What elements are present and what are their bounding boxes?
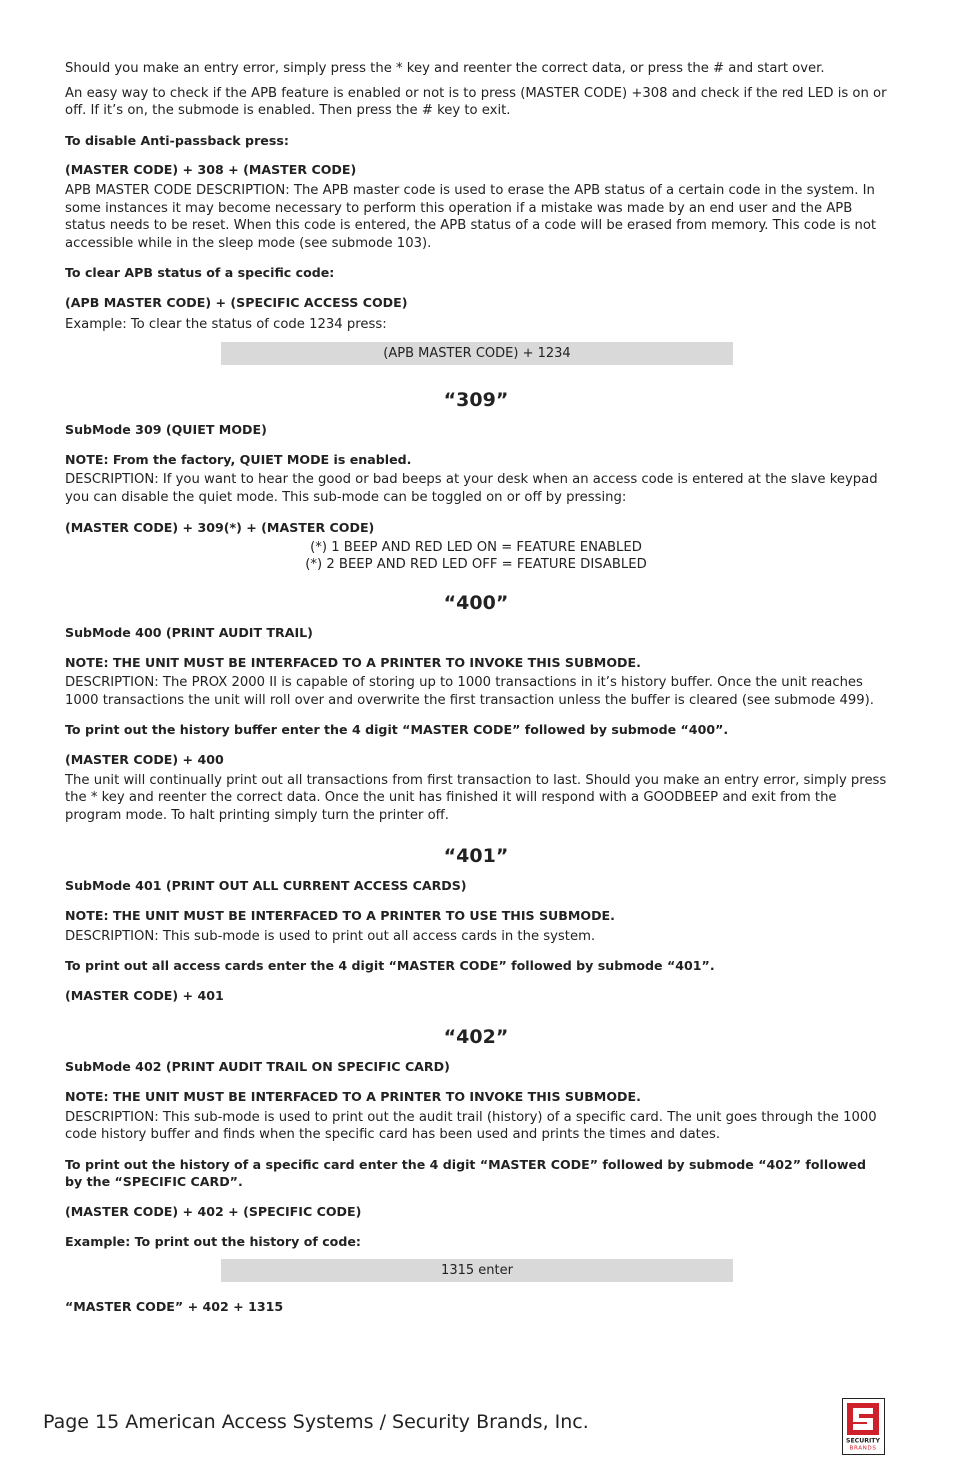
example-box-1315: 1315 enter <box>221 1259 733 1282</box>
submode-400-detail: The unit will continually print out all transactions from first transaction to last. Should you make an entry error, simply press the * key and reenter the correct data. Once the unit has finished it will respond with a GOODBEEP and exit from the program mode. To halt printing simply turn the printer off. <box>65 772 887 823</box>
page-footer: Page 15 American Access Systems / Security Brands, Inc. <box>43 1411 589 1433</box>
submode-309-command: (MASTER CODE) + 309(*) + (MASTER CODE) <box>65 519 375 535</box>
submode-400-description: DESCRIPTION: The PROX 2000 II is capable of storing up to 1000 transactions in it’s history buffer. Once the unit reaches 1000 transactions the unit will roll over and overwrite the first transaction unless the buffer is cleared (see submode 499). <box>65 675 874 708</box>
heading-disable-apb: To disable Anti-passback press: <box>65 132 289 148</box>
document-body <box>65 60 887 1316</box>
submode-402-instruction: To print out the history of a specific card enter the 4 digit “MASTER CODE” followed by submode “402” followed by the “SPECIFIC CARD”. <box>65 1156 867 1190</box>
submode-400-title: SubMode 400 (PRINT AUDIT TRAIL) <box>65 625 313 641</box>
paragraph-apb-master-description: APB MASTER CODE DESCRIPTION: The APB master code is used to erase the APB status of a certain code in the system. In some instances it may become necessary to perform this operation if a mistake was made by an end user and the APB status needs to be reset. When this code is entered, the APB status of a code will be erased from memory. This code is not accessible while in the sleep mode (see submode 103). <box>65 182 877 251</box>
section-title-402: “402” <box>443 1026 509 1049</box>
paragraph-entry-error: Should you make an entry error, simply press the * key and reenter the correct data, or press the # and start over. <box>65 61 825 76</box>
submode-400-note: NOTE: THE UNIT MUST BE INTERFACED TO A PRINTER TO INVOKE THIS SUBMODE. <box>65 654 641 670</box>
paragraph-apb-check: An easy way to check if the APB feature is enabled or not is to press (MASTER CODE) +308 and check if the red LED is on or off. If it’s on, the submode is enabled. Then press the # key to exit. <box>65 85 887 119</box>
submode-401-instruction: To print out all access cards enter the 4 digit “MASTER CODE” followed by submode “401”. <box>65 958 715 974</box>
example-box-apb: (APB MASTER CODE) + 1234 <box>221 342 733 365</box>
submode-400-instruction: To print out the history buffer enter the 4 digit “MASTER CODE” followed by submode “400”. <box>65 722 729 738</box>
submode-402-note: NOTE: THE UNIT MUST BE INTERFACED TO A PRINTER TO INVOKE THIS SUBMODE. <box>65 1089 641 1104</box>
submode-401-note: NOTE: THE UNIT MUST BE INTERFACED TO A PRINTER TO USE THIS SUBMODE. <box>65 908 615 924</box>
section-title-309: “309” <box>443 389 509 412</box>
submode-402-title: SubMode 402 (PRINT AUDIT TRAIL ON SPECIFIC CARD) <box>65 1059 450 1075</box>
section-title-400: “400” <box>443 592 509 615</box>
submode-400-command: (MASTER CODE) + 400 <box>65 752 224 768</box>
submode-401-description: DESCRIPTION: This sub-mode is used to print out all access cards in the system. <box>65 928 596 944</box>
section-title-401: “401” <box>443 845 509 868</box>
submode-402-command: (MASTER CODE) + 402 + (SPECIFIC CODE) <box>65 1203 362 1219</box>
command-clear-apb: (APB MASTER CODE) + (SPECIFIC ACCESS CODE) <box>65 294 408 310</box>
logo-text-security: SECURITY <box>845 1437 881 1445</box>
submode-309-note: NOTE: From the factory, QUIET MODE is enabled. <box>65 451 412 467</box>
heading-clear-apb: To clear APB status of a specific code: <box>65 265 335 281</box>
submode-309-description: DESCRIPTION: If you want to hear the good or bad beeps at your desk when an access code is entered at the slave keypad you can disable the quiet mode. This sub-mode can be toggled on or off by pressing: <box>65 472 878 505</box>
paragraph-clear-example: Example: To clear the status of code 1234 press: <box>65 316 387 332</box>
submode-309-enabled-line: (*) 1 BEEP AND RED LED ON = FEATURE ENABLED <box>310 540 642 556</box>
submode-309-title: SubMode 309 (QUIET MODE) <box>65 422 267 438</box>
submode-402-example-command: “MASTER CODE” + 402 + 1315 <box>65 1299 284 1315</box>
security-brands-logo-icon <box>842 1398 885 1455</box>
submode-402-example-label: Example: To print out the history of code: <box>65 1233 361 1249</box>
logo-text-brands: BRANDS <box>849 1445 877 1452</box>
command-disable-apb: (MASTER CODE) + 308 + (MASTER CODE) <box>65 162 357 178</box>
submode-401-title: SubMode 401 (PRINT OUT ALL CURRENT ACCESS CARDS) <box>65 878 467 894</box>
submode-401-command: (MASTER CODE) + 401 <box>65 987 224 1003</box>
submode-402-description: DESCRIPTION: This sub-mode is used to print out the audit trail (history) of a specific card. The unit goes through the 1000 code history buffer and finds when the specific card has been used and prints the times and dates. <box>65 1109 877 1143</box>
submode-309-disabled-line: (*) 2 BEEP AND RED LED OFF = FEATURE DISABLED <box>305 556 647 572</box>
